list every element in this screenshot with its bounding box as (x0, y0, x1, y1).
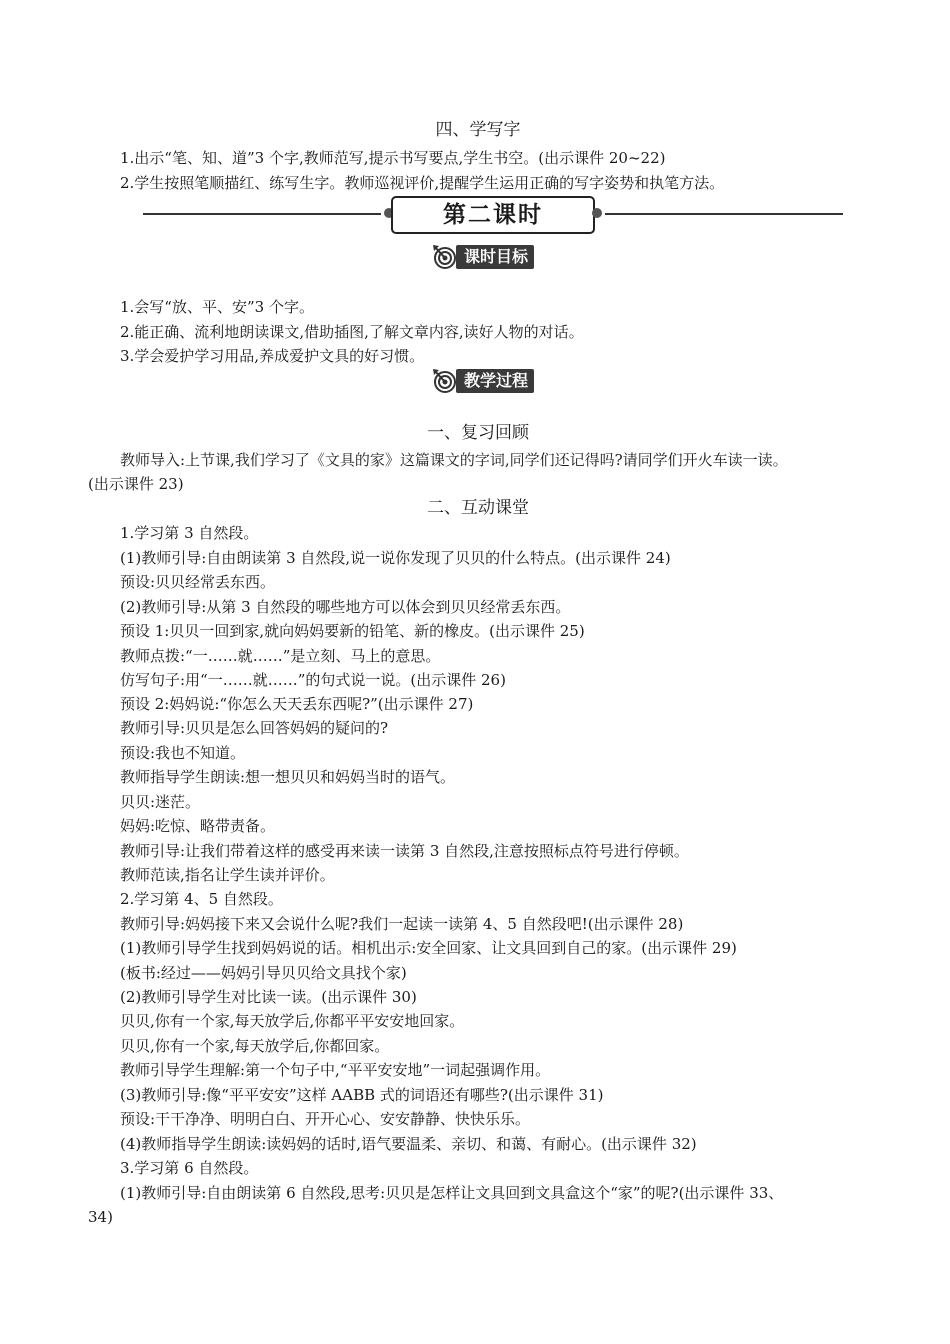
paragraph-line: 34) (88, 1208, 113, 1226)
paragraph-line: 贝贝,你有一个家,每天放学后,你都平平安安地回家。 (120, 1012, 465, 1030)
paragraph-line: (4)教师指导学生朗读:读妈妈的话时,语气要温柔、亲切、和蔼、有耐心。(出示课件 32) (120, 1135, 697, 1153)
section-title-write-characters: 四、学写字 (435, 120, 521, 140)
objective-item: 3.学会爱护学习用品,养成爱护文具的好习惯。 (120, 347, 425, 365)
objective-item: 2.能正确、流利地朗读课文,借助插图,了解文章内容,读好人物的对话。 (120, 323, 584, 341)
paragraph-line: (2)教师引导:从第 3 自然段的哪些地方可以体会到贝贝经常丢东西。 (120, 598, 571, 616)
paragraph-line: (1)教师引导:自由朗读第 6 自然段,思考:贝贝是怎样让文具回到文具盒这个“家”的呢?(出示课件 33、 (120, 1184, 784, 1202)
paragraph-line: (2)教师引导学生对比读一读。(出示课件 30) (120, 988, 417, 1006)
paragraph-line: 贝贝:迷茫。 (120, 793, 201, 811)
paragraph-line: (3)教师引导:像“平平安安”这样 AABB 式的词语还有哪些?(出示课件 31) (120, 1086, 604, 1104)
objectives-tag (432, 244, 562, 270)
banner-rule-right (605, 213, 843, 215)
objectives-tag-label: 课时目标 (456, 245, 534, 269)
paragraph-line: 1.出示“笔、知、道”3 个字,教师范写,提示书写要点,学生书空。(出示课件 20~22) (120, 149, 666, 167)
paragraph-line: (1)教师引导学生找到妈妈说的话。相机出示:安全回家、让文具回到自己的家。(出示课件 29) (120, 939, 737, 957)
paragraph-line: 3.学习第 6 自然段。 (120, 1159, 259, 1177)
lesson-banner-title: 第二课时 (391, 196, 595, 234)
paragraph-line: 妈妈:吃惊、略带责备。 (120, 817, 276, 835)
paragraph-line: 2.学习第 4、5 自然段。 (120, 890, 283, 908)
paragraph-line: (1)教师引导:自由朗读第 3 自然段,说一说你发现了贝贝的什么特点。(出示课件 24) (120, 549, 671, 567)
process-tag-label: 教学过程 (456, 369, 534, 393)
paragraph-line: 教师引导:让我们带着这样的感受再来读一读第 3 自然段,注意按照标点符号进行停顿。 (120, 842, 689, 860)
paragraph-line: (板书:经过——妈妈引导贝贝给文具找个家) (120, 964, 407, 982)
paragraph-line: 教师指导学生朗读:想一想贝贝和妈妈当时的语气。 (120, 768, 456, 786)
paragraph-line: 教师范读,指名让学生读并评价。 (120, 866, 335, 884)
objective-item: 1.会写“放、平、安”3 个字。 (120, 298, 314, 316)
paragraph-line: 预设 1:贝贝一回到家,就向妈妈要新的铅笔、新的橡皮。(出示课件 25) (120, 622, 585, 640)
paragraph-line: 预设:贝贝经常丢东西。 (120, 573, 276, 591)
paragraph-line: (出示课件 23) (88, 475, 184, 493)
paragraph-line: 1.学习第 3 自然段。 (120, 524, 259, 542)
section-title-review: 一、复习回顾 (427, 423, 529, 443)
paragraph-line: 2.学生按照笔顺描红、练写生字。教师巡视评价,提醒学生运用正确的写字姿势和执笔方法。 (120, 174, 725, 192)
paragraph-line: 仿写句子:用“一……就……”的句式说一说。(出示课件 26) (120, 671, 506, 689)
banner-dot-right (592, 208, 602, 218)
paragraph-line: 教师引导:贝贝是怎么回答妈妈的疑问的? (120, 719, 389, 737)
paragraph-line: 预设:干干净净、明明白白、开开心心、安安静静、快快乐乐。 (120, 1110, 531, 1128)
lesson-banner (143, 196, 843, 232)
paragraph-line: 预设:我也不知道。 (120, 744, 246, 762)
paragraph-line: 教师点拨:“一……就……”是立刻、马上的意思。 (120, 647, 441, 665)
paragraph-line: 教师引导:妈妈接下来又会说什么呢?我们一起读一读第 4、5 自然段吧!(出示课件 28) (120, 915, 684, 933)
banner-rule-left (143, 213, 381, 215)
paragraph-line: 预设 2:妈妈说:“你怎么天天丢东西呢?”(出示课件 27) (120, 695, 474, 713)
paragraph-line: 教师引导学生理解:第一个句子中,“平平安安地”一词起强调作用。 (120, 1061, 551, 1079)
section-title-interactive: 二、互动课堂 (427, 498, 529, 518)
paragraph-line: 贝贝,你有一个家,每天放学后,你都回家。 (120, 1037, 390, 1055)
process-tag (432, 368, 562, 394)
paragraph-line: 教师导入:上节课,我们学习了《文具的家》这篇课文的字词,同学们还记得吗?请同学们开火车读一读。 (120, 451, 788, 469)
